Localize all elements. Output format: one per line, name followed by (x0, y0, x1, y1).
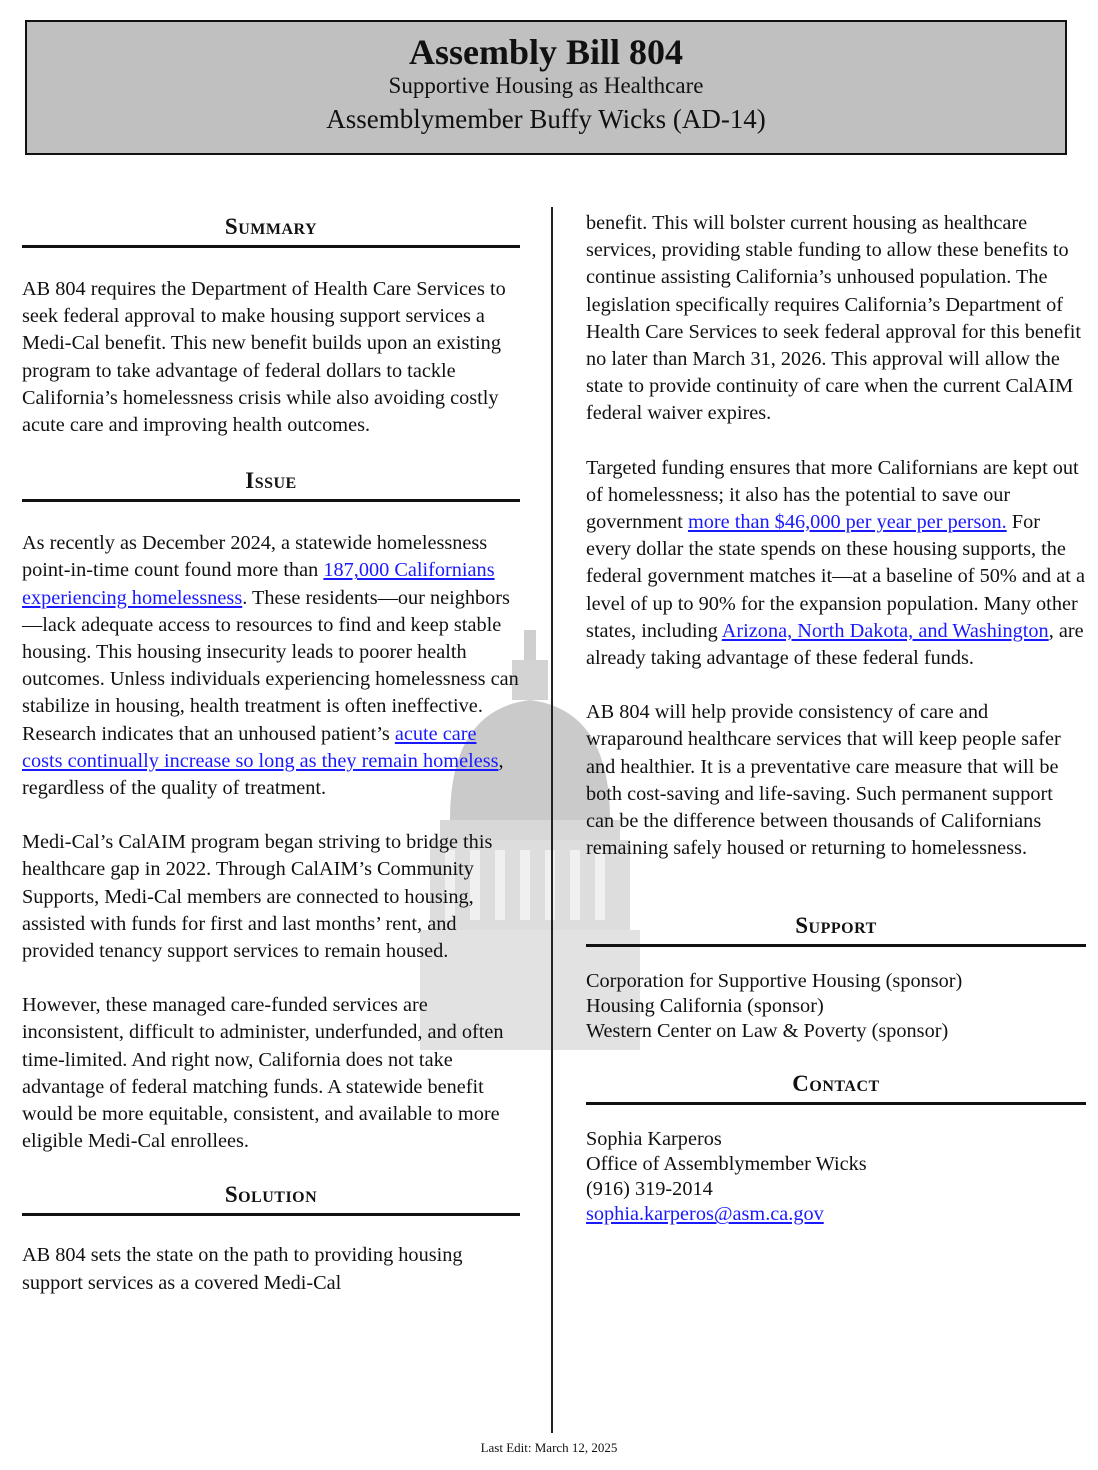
bill-author: Assemblymember Buffy Wicks (AD-14) (326, 104, 766, 134)
savings-per-person-link[interactable]: more than $46,000 per year per person. (687, 511, 1007, 534)
issue-paragraph-1: As recently as December 2024, a statewide homelessness point-in-time count found more than 187,000 Californians experiencing homelessness. These residents—our neighbors—lack adequate access to resources to find and keep stable housing. This housing insecurity leads to poorer health outcomes. Unless individuals experiencing homelessness can stabilize in housing, health treatment is often ineffective. Research indicates that an unhoused patient’s acute care costs continually increase so long as they remain homeless, regardless of the quality of treatment. (22, 532, 519, 800)
right-column (586, 210, 1086, 1227)
supporter-item: Corporation for Supportive Housing (sponsor) (586, 970, 963, 993)
solution-paragraph-2: Targeted funding ensures that more Californians are kept out of homelessness; it also has the potential to save our government more than $46,000 per year per person. For every dollar the state spends on these housing supports, the federal government matches it—at a baseline of 50% and at a level of up to 90% for the expansion population. Many other states, including Arizona, North Dakota, and Washington, are already taking advantage of these federal funds. (586, 456, 1085, 670)
solution-heading: Solution (22, 1181, 520, 1216)
last-edit-footer: Last Edit: March 12, 2025 (480, 1440, 618, 1455)
bill-subtitle: Supportive Housing as Healthcare (388, 73, 704, 98)
summary-text: AB 804 requires the Department of Health Care Services to seek federal approval to make housing support services a Medi-Cal benefit. This new benefit builds upon an existing program to take advantage of federal dollars to tackle California’s homelessness crisis while also avoiding costly acute care and improving health outcomes. (22, 278, 506, 437)
bill-title: Assembly Bill 804 (408, 32, 684, 72)
supporter-item: Housing California (sponsor) (586, 995, 824, 1018)
acute-care-costs-link[interactable]: acute care costs continually increase so long as they remain homeless (22, 722, 499, 772)
solution-paragraph-3: AB 804 will help provide consistency of care and wraparound healthcare services that will keep people safer and healthier. It is a preventative care measure that will be both cost-saving and life-saving. Such permanent support can be the difference between thousands of Californians remaining safely housed or returning to homelessness. (586, 701, 1061, 860)
contact-office: Office of Assemblymember Wicks (586, 1153, 867, 1176)
title-banner (25, 20, 1067, 155)
contact-block (586, 1127, 1086, 1227)
column-divider (551, 207, 553, 1433)
supporter-item: Western Center on Law & Poverty (sponsor) (586, 1020, 949, 1043)
support-heading: Support (586, 912, 1086, 947)
issue-heading: Issue (22, 467, 520, 502)
solution-paragraph-1-start: AB 804 sets the state on the path to providing housing support services as a covered Medi-Cal (22, 1244, 463, 1294)
support-list (586, 969, 1086, 1044)
contact-phone: (916) 319-2014 (586, 1178, 713, 1201)
issue-paragraph-3: However, these managed care-funded services are inconsistent, difficult to administer, underfunded, and often time-limited. And right now, California does not take advantage of federal matching funds. A statewide benefit would be more equitable, consistent, and available to more eligible Medi-Cal enrollees. (22, 994, 504, 1153)
contact-heading: Contact (586, 1070, 1086, 1105)
solution-paragraph-1-continued: benefit. This will bolster current housing as healthcare services, providing stable funding to allow these benefits to continue assisting California’s unhoused population. The legislation specifically requires California’s Department of Health Care Services to seek federal approval for this benefit no later than March 31, 2026. This approval will allow the state to provide continuity of care when the current CalAIM federal waiver expires. (586, 212, 1081, 425)
contact-email-link[interactable]: sophia.karperos@asm.ca.gov (586, 1203, 824, 1226)
summary-heading: Summary (22, 213, 520, 248)
issue-paragraph-2: Medi-Cal’s CalAIM program began striving to bridge this healthcare gap in 2022. Through CalAIM’s Community Supports, Medi-Cal members are connected to housing, assisted with funds for first and last months’ rent, and provided tenancy support services to remain housed. (22, 831, 493, 963)
contact-name: Sophia Karperos (586, 1128, 722, 1151)
homelessness-count-link[interactable]: 187,000 Californians experiencing homelessness (22, 559, 495, 609)
other-states-link[interactable]: Arizona, North Dakota, and Washington (721, 619, 1049, 642)
left-column (22, 195, 520, 1297)
